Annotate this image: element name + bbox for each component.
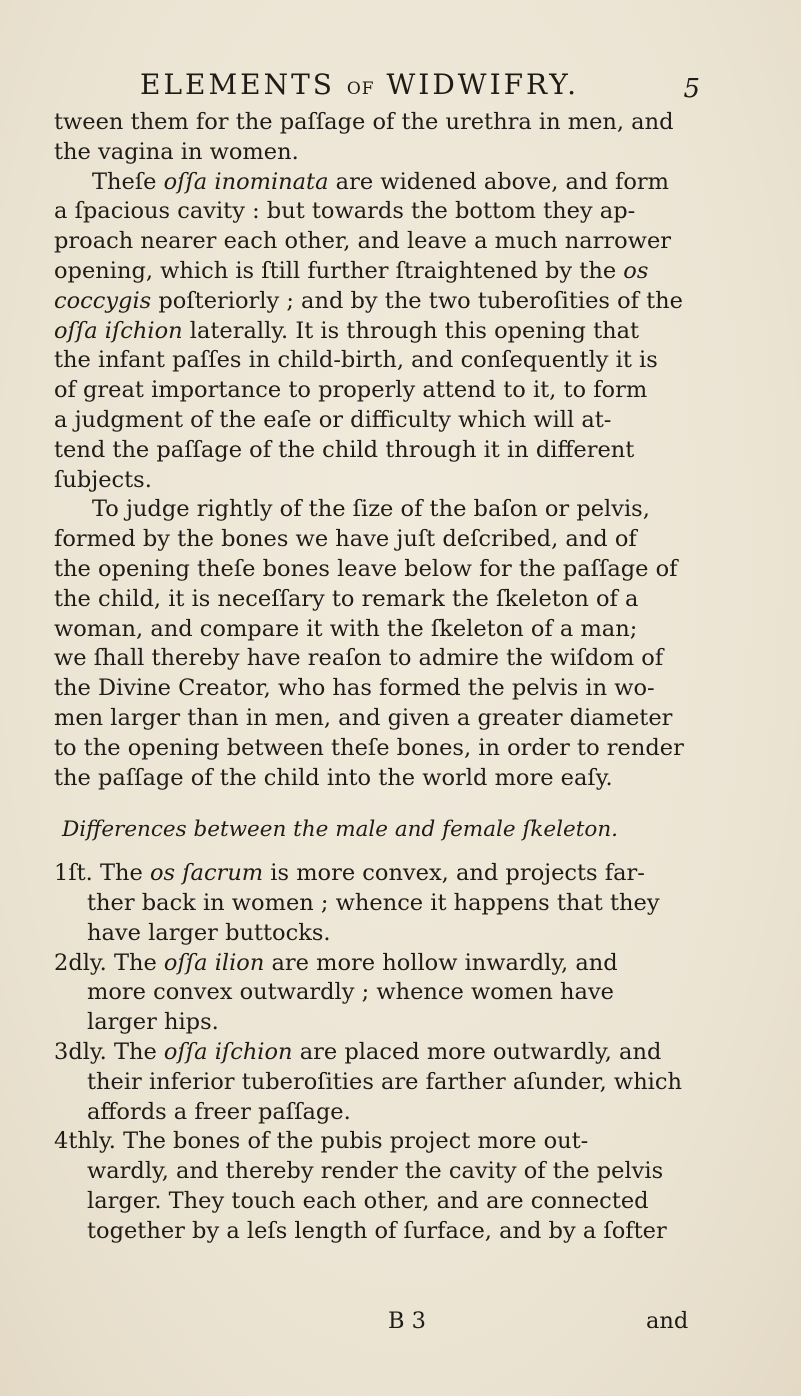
text-line: [54, 287, 726, 317]
text-line: 4thly. The bones of the pubis project more out-: [54, 1128, 589, 1155]
text-line: the paſſage of the child into the world more eaſy.: [54, 764, 613, 791]
paragraph-1: [54, 108, 726, 168]
page-number: 5: [683, 74, 700, 104]
text-line: to the opening between theſe bones, in order to render: [54, 734, 684, 761]
text-line: wardly, and thereby render the cavity of the pelvis: [87, 1158, 664, 1185]
text-line: the infant paſſes in child-birth, and conſequently it is: [54, 347, 658, 374]
text-line: larger. They touch each other, and are connected: [87, 1187, 649, 1214]
text-line: [54, 859, 726, 889]
text-line: tend the paſſage of the child through it in different: [54, 436, 635, 463]
text-line: more convex outwardly ; whence women have: [87, 979, 614, 1006]
signature-mark: B 3: [388, 1308, 427, 1334]
text-line: affords a freer paſſage.: [87, 1098, 351, 1125]
text-line: larger hips.: [87, 1009, 219, 1036]
text-line: together by a leſs length of ſurface, and by a ſofter: [87, 1217, 667, 1244]
latin-term: coccygis: [54, 287, 152, 314]
text-line: [54, 257, 726, 287]
text-span: are more hollow inwardly, and: [264, 949, 618, 976]
paragraph-2: [54, 168, 726, 496]
text-span: poſteriorly ; and by the two tuberoſities of the: [151, 287, 683, 314]
text-span: are widened above, and form: [328, 168, 669, 195]
text-span: Theſe: [92, 168, 164, 195]
text-span: laterally. It is through this opening that: [182, 317, 640, 344]
text-line: have larger buttocks.: [87, 919, 331, 946]
running-head-title-b: WIDWIFRY.: [386, 68, 580, 101]
text-line: a ſpacious cavity : but towards the bottom they ap-: [54, 198, 636, 225]
list-item: [54, 949, 726, 1038]
text-line: [54, 317, 726, 347]
latin-term: oſſa iſchion: [163, 1038, 293, 1065]
catchword: and: [646, 1308, 689, 1334]
page-footer: [0, 1308, 801, 1338]
text-line: ſubjects.: [54, 466, 152, 493]
page-header: [140, 68, 700, 108]
text-line: ther back in women ; whence it happens that they: [87, 889, 660, 916]
text-span: 2dly. The: [54, 949, 164, 976]
text-line: we ſhall thereby have reaſon to admire the wiſdom of: [54, 645, 664, 672]
text-span: 3dly. The: [54, 1038, 164, 1065]
text-line: men larger than in men, and given a greater diameter: [54, 704, 673, 731]
body-text: [54, 108, 726, 1246]
running-head-title-a: ELEMENTS: [140, 68, 335, 101]
text-line: tween them for the paſſage of the urethra in men, and: [54, 109, 674, 135]
text-line: woman, and compare it with the ſkeleton of a man;: [54, 615, 638, 642]
text-line: the child, it is neceſſary to remark the ſkeleton of a: [54, 585, 639, 612]
text-span: are placed more outwardly, and: [292, 1038, 662, 1065]
text-line: formed by the bones we have juſt deſcribed, and of: [54, 526, 637, 553]
text-line: the Divine Creator, who has formed the pelvis in wo-: [54, 675, 655, 702]
text-line: of great importance to properly attend to it, to form: [54, 377, 648, 404]
text-line: To judge rightly of the ſize of the baſon or pelvis,: [92, 496, 650, 523]
text-line: [54, 168, 726, 198]
paragraph-3: [54, 495, 726, 793]
running-head-of: OF: [346, 79, 375, 99]
section-heading: Differences between the male and female ſkeleton.: [61, 817, 619, 843]
latin-term: oſſa iſchion: [54, 317, 183, 344]
running-head: [140, 68, 579, 101]
latin-term: oſſa inominata: [163, 168, 329, 195]
text-span: 1ſt. The: [54, 860, 150, 887]
latin-term: os: [623, 257, 649, 284]
latin-term: oſſa ilion: [163, 949, 265, 976]
list-item: [54, 1127, 726, 1246]
text-line: a judgment of the eaſe or difficulty which will at-: [54, 406, 612, 433]
text-line: the opening theſe bones leave below for the paſſage of: [54, 555, 678, 582]
text-span: opening, which is ſtill further ſtraightened by the: [54, 257, 624, 284]
text-line: the vagina in women.: [54, 138, 299, 165]
latin-term: os ſacrum: [149, 860, 264, 887]
text-line: proach nearer each other, and leave a much narrower: [54, 228, 672, 255]
list-item: [54, 1038, 726, 1127]
text-line: [54, 949, 726, 979]
text-span: is more convex, and projects far-: [263, 860, 645, 887]
text-line: [54, 1038, 726, 1068]
list-item: [54, 859, 726, 948]
text-line: their inferior tuberoſities are farther aſunder, which: [87, 1068, 682, 1095]
